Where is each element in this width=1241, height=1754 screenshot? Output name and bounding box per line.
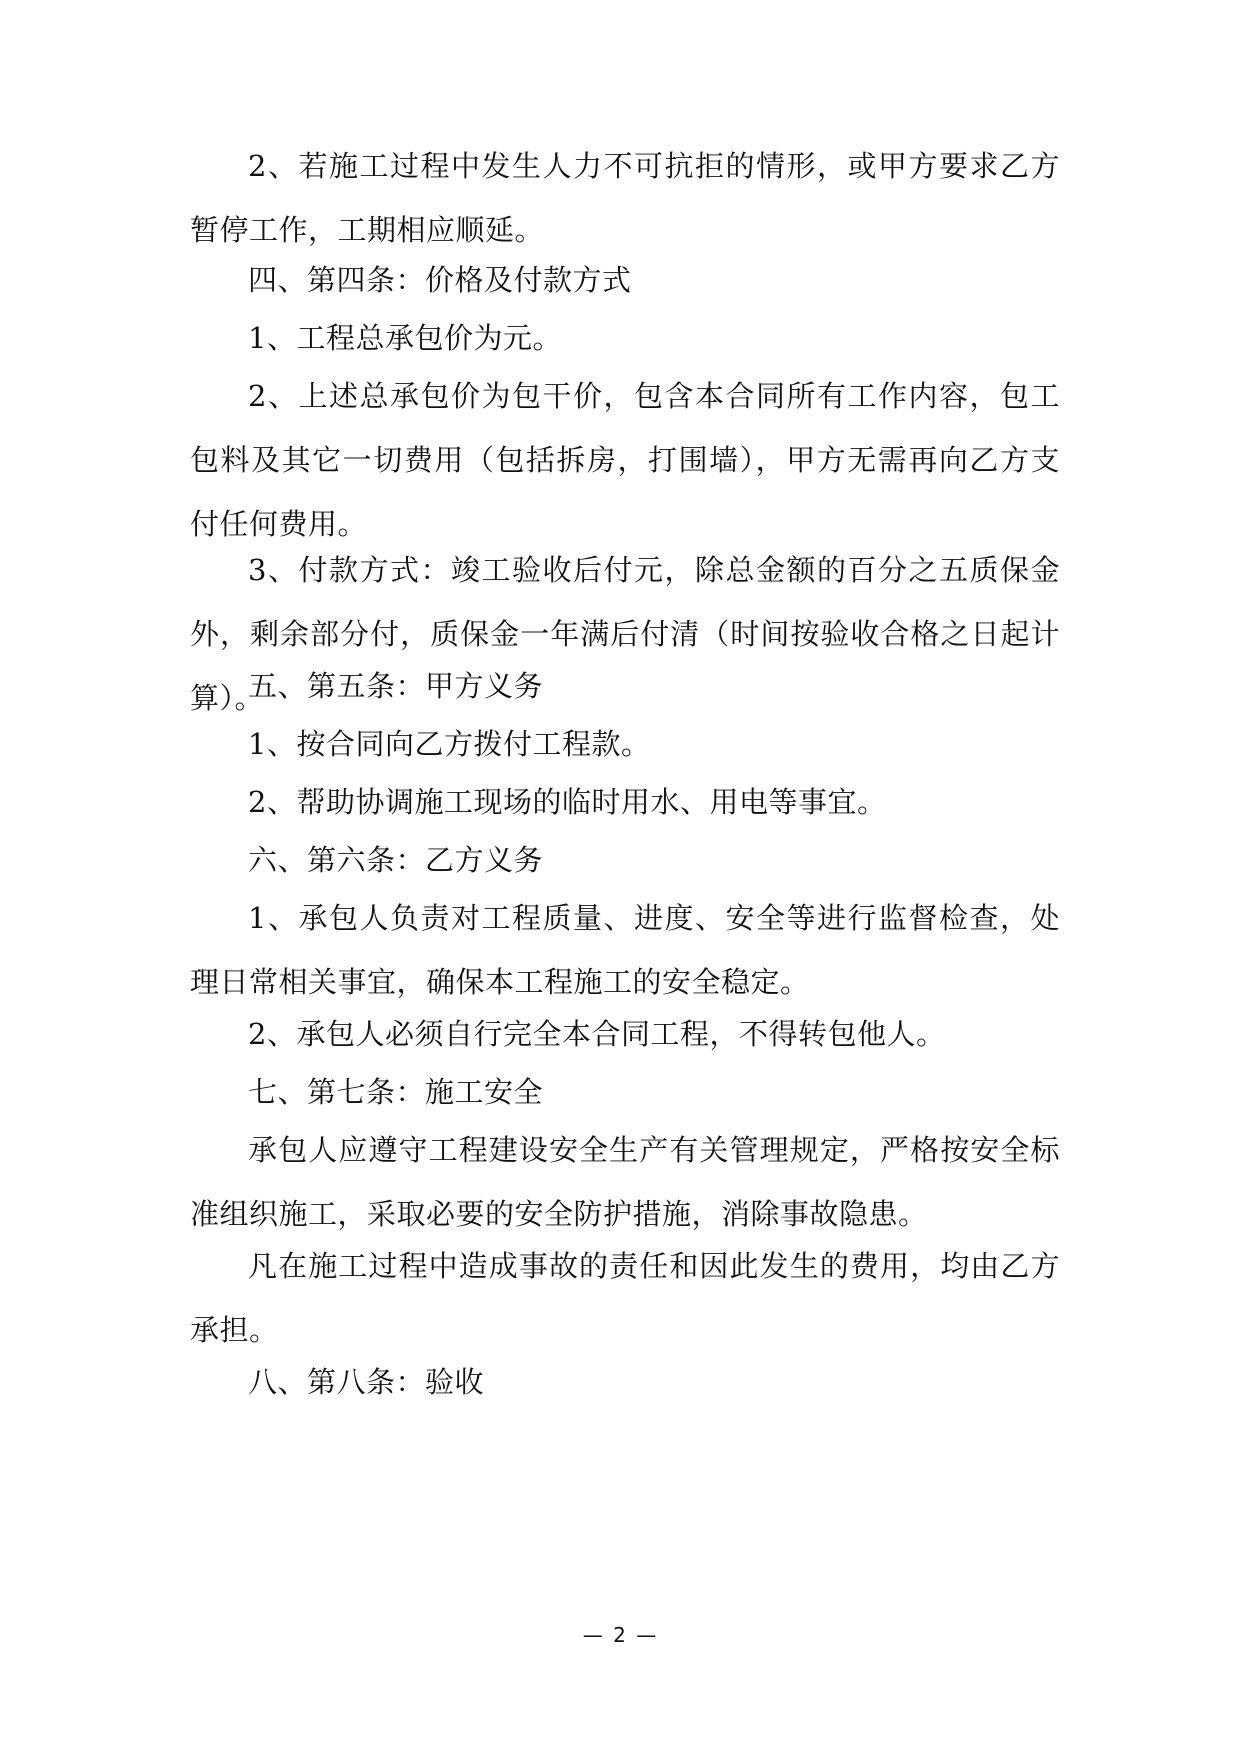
heading-article-4: 四、第四条：价格及付款方式 [248,263,632,297]
paragraph-article-5-item-1: 1、按合同向乙方拨付工程款。 [248,727,651,761]
heading-article-5: 五、第五条：甲方义务 [248,669,544,703]
paragraph-article-6-item-2: 2、承包人必须自行完全本合同工程，不得转包他人。 [248,1017,946,1051]
page-number: — 2 — [582,1623,659,1647]
paragraph-article-4-item-1: 1、工程总承包价为元。 [248,321,562,355]
heading-article-6: 六、第六条：乙方义务 [248,843,544,877]
heading-article-7: 七、第七条：施工安全 [248,1075,544,1109]
paragraph-article-5-item-2: 2、帮助协调施工现场的临时用水、用电等事宜。 [248,785,887,819]
paragraph-article-4-item-3: 3、付款方式：竣工验收后付元，除总金额的百分之五质保金外，剩余部分付，质保金一年满后付清（时间按验收合格之日起计算）。 [190,553,1060,715]
paragraph-article-4-item-2: 2、上述总承包价为包干价，包含本合同所有工作内容，包工包料及其它一切费用（包括拆房，打围墙），甲方无需再向乙方支付任何费用。 [190,379,1060,541]
paragraph-clause-3-item-2: 2、若施工过程中发生人力不可抗拒的情形，或甲方要求乙方暂停工作，工期相应顺延。 [190,149,1060,247]
heading-article-8: 八、第八条：验收 [248,1365,485,1399]
paragraph-article-7-text-2: 凡在施工过程中造成事故的责任和因此发生的费用，均由乙方承担。 [190,1249,1060,1347]
paragraph-article-6-item-1: 1、承包人负责对工程质量、进度、安全等进行监督检查，处理日常相关事宜，确保本工程施工的安全稳定。 [190,901,1060,999]
paragraph-article-7-text-1: 承包人应遵守工程建设安全生产有关管理规定，严格按安全标准组织施工，采取必要的安全防护措施，消除事故隐患。 [190,1133,1060,1231]
